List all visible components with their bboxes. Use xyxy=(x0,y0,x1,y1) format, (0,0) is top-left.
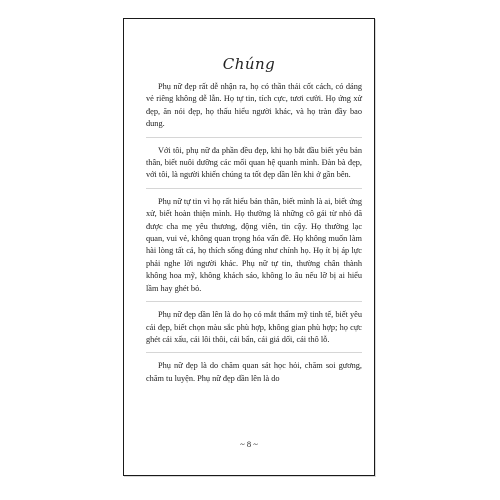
paragraph-4: Phụ nữ đẹp dần lên là do họ có mắt thẩm mỹ tinh tế, biết yêu cái đẹp, biết chọn màu sắc phù hợp, không gian phù hợp; họ cực ghét cái xấu, cái lôi thôi, cái bẩn, cái giả dối, cái thô lỗ. xyxy=(146,310,362,344)
paragraph-5: Phụ nữ đẹp là do chăm quan sát học hỏi, chăm soi gương, chăm tu luyện. Phụ nữ đẹp dần lên là do xyxy=(146,361,362,383)
page-body xyxy=(146,81,362,391)
paragraph-separator xyxy=(146,352,362,353)
paragraph-separator xyxy=(146,301,362,302)
paragraph-2: Với tôi, phụ nữ đa phần đều đẹp, khi họ bắt đầu biết yêu bản thân, biết nuôi dưỡng các mối quan hệ quanh mình. Đàn bà đẹp, với tôi, là người khiến chúng ta tốt đẹp dần lên khi ở gần bên. xyxy=(146,145,362,180)
paragraph-separator xyxy=(146,137,362,138)
paragraph-1: Phụ nữ đẹp rất dễ nhận ra, họ có thần thái cốt cách, có dáng vẻ riêng không dễ lẫn. Họ tự tin, tích cực, tươi cười. Họ ứng xử đẹp, ăn nói đẹp, họ thấu hiểu người khác, và họ tràn đầy bao dung. xyxy=(146,82,362,129)
paragraph-3: Phụ nữ tự tin vì họ rất hiểu bản thân, biết mình là ai, biết ứng xử, biết hoàn thiện mình. Họ thường là những cô gái từ nhỏ đã được cha mẹ yêu thương, động viên, tin cậy. Họ thường lạc quan, vui vẻ, không quan trọng hóa vấn đề. Họ không muốn làm hài lòng tất cả, họ thích sống đúng như chính họ. Họ ít bị áp lực phải nghe lời người khác. Phụ nữ tự tin, thường chân thành không hoa mỹ, không khách sáo, không lo âu nếu lỡ bị ai hiểu lầm hay ghét bỏ. xyxy=(146,196,362,293)
signature-heading: Chúng xyxy=(222,55,276,73)
paragraph-separator xyxy=(146,188,362,189)
book-page xyxy=(123,18,375,476)
page-number: ~ 8 ~ xyxy=(240,439,258,449)
